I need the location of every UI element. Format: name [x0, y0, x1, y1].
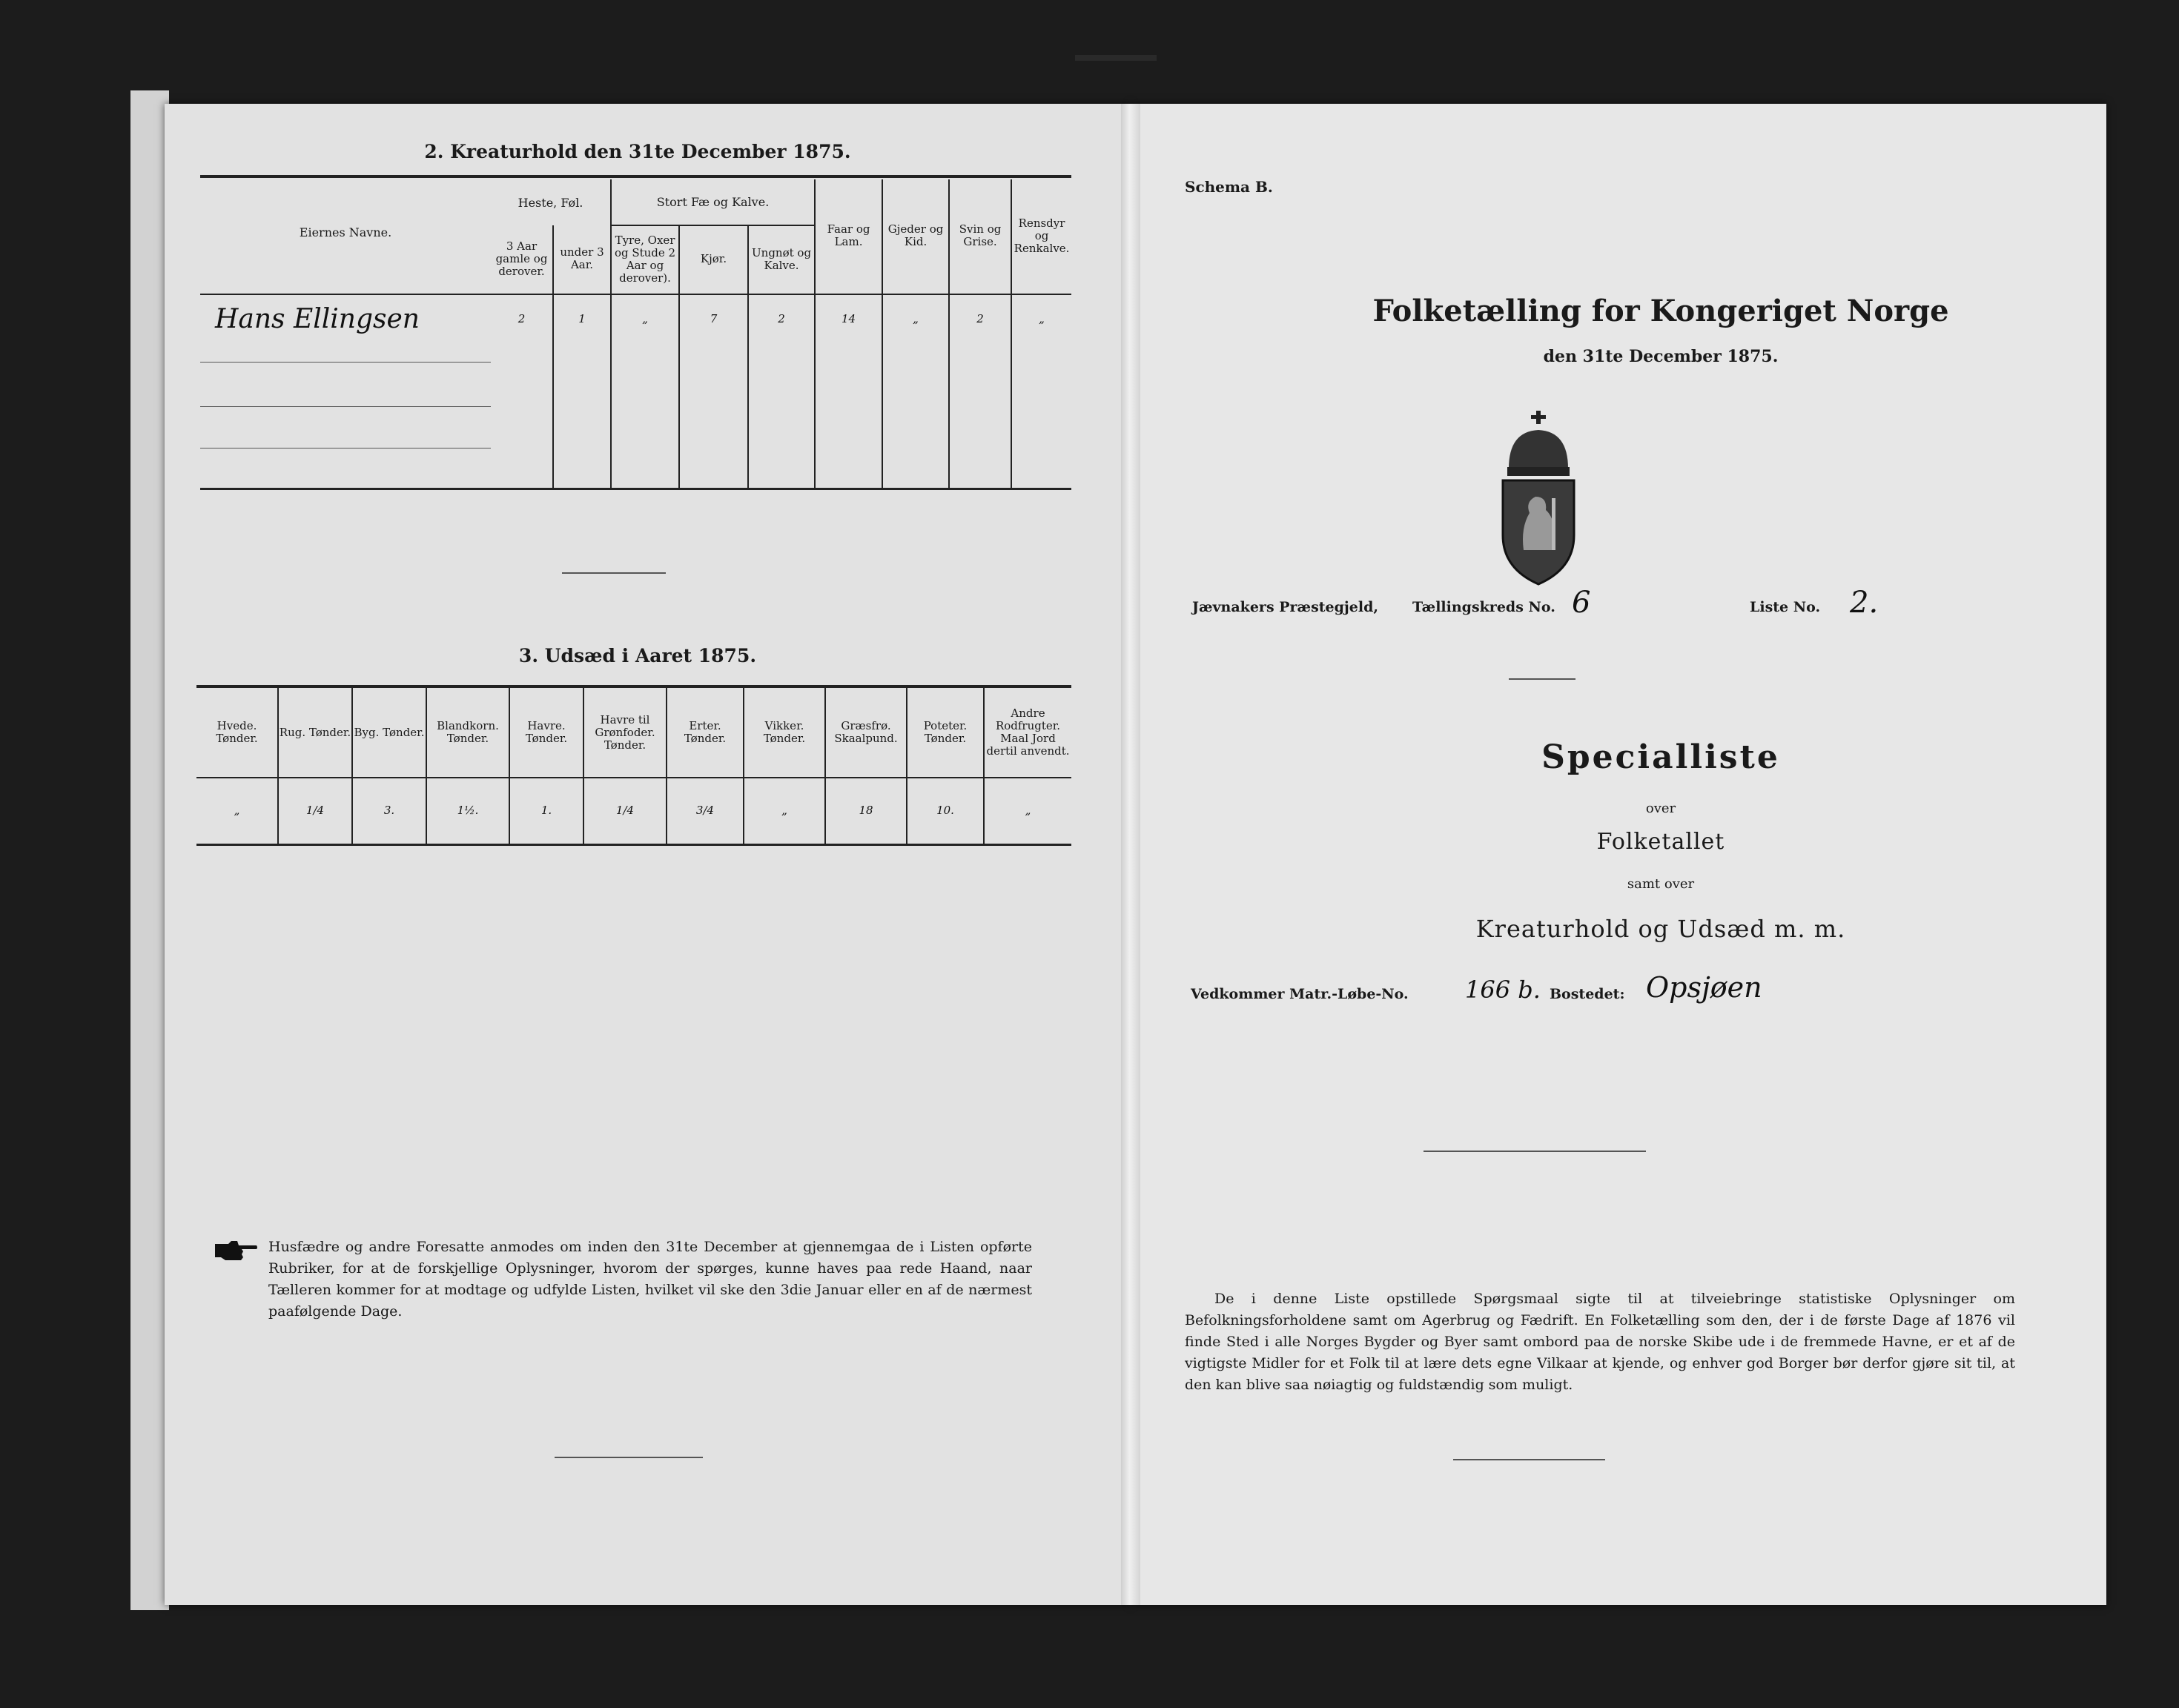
parish-label: Jævnakers Præstegjeld, — [1192, 599, 1379, 615]
pigs-value: 2 — [949, 292, 1011, 345]
list-number: 2. — [1850, 586, 1879, 620]
specialliste-heading: Specialliste — [1541, 738, 1780, 776]
col-erter-header: Erter. Tønder. — [667, 688, 744, 777]
col-gronfoder-header: Havre til Grønfoder. Tønder. — [583, 688, 667, 777]
section2-top-rule — [200, 175, 1071, 178]
schema-label: Schema B. — [1185, 178, 1273, 196]
separator-line — [1509, 678, 1575, 680]
bosted-value: Opsjøen — [1646, 971, 1762, 1004]
footer-statement: De i denne Liste opstillede Spørgsmaal sigte til at tilveiebringe statistiske Oplysninger om Befolkningsforholdene samt om Agerbrug og Fædrift. En Folketælling som den, der i de første Dage af 1876 vil finde Sted i alle Norges Bygder og Byer samt ombord paa de norske Skibe ude i de fremmede Havne, er et af de vigtigste Midler for et Folk til at lære dets egne Vilkaar at kjende, og enhver god Borger bør derfor gjøre sit til, at den kan blive saa nøiagtig og fuldstændig som muligt. — [1185, 1291, 2015, 1393]
horses-under-header: under 3 Aar. — [553, 225, 611, 292]
bosted-label: Bostedet: — [1550, 986, 1625, 1002]
matr-label: Vedkommer Matr.-Løbe-No. — [1191, 986, 1409, 1002]
col-hvede-header: Hvede. Tønder. — [216, 719, 258, 745]
rug-value: 1/4 — [278, 777, 352, 844]
table-row — [491, 292, 1071, 345]
district-label: Tællingskreds No. — [1412, 599, 1555, 615]
col-vikker-header: Vikker. Tønder. — [744, 688, 825, 777]
young-cattle-value: 2 — [748, 292, 815, 345]
rodfrugter-value: „ — [984, 777, 1071, 844]
col-rodfrugter-header: Andre Rodfrugter. Maal Jord dertil anvendt. — [984, 688, 1071, 777]
sheep-value: 14 — [815, 292, 882, 345]
reindeer-header: Rensdyr og Renkalve. — [1011, 179, 1071, 292]
samt-over-text: samt over — [1627, 876, 1695, 892]
horses-group-header: Heste, Føl. — [518, 195, 583, 210]
page-gutter — [1121, 104, 1140, 1605]
horses-3-value: 2 — [518, 311, 526, 325]
goats-value: „ — [882, 292, 949, 345]
page-edge-strip — [130, 90, 169, 1610]
sheep-header: Faar og Lam. — [815, 179, 882, 292]
coat-of-arms-icon — [1494, 409, 1583, 587]
separator-line — [562, 572, 666, 574]
census-title: Folketælling for Kongeriget Norge — [1372, 294, 1949, 328]
young-cattle-header: Ungnøt og Kalve. — [748, 225, 815, 292]
section3-title: 3. Udsæd i Aaret 1875. — [518, 645, 757, 666]
kreaturhold-heading: Kreaturhold og Udsæd m. m. — [1475, 915, 1846, 943]
col-poteter-header: Poteter. Tønder. — [907, 688, 984, 777]
pointing-hand-icon — [215, 1239, 258, 1262]
col-rug-header: Rug. Tønder. — [278, 688, 352, 777]
owner-name-header: Eiernes Navne. — [299, 225, 392, 239]
cattle-group-header: Stort Fæ og Kalve. — [611, 179, 815, 225]
vikker-value: „ — [744, 777, 825, 844]
col-graesfro-header: Græsfrø. Skaalpund. — [825, 688, 907, 777]
graesfro-value: 18 — [825, 777, 907, 844]
separator-line — [1453, 1459, 1605, 1460]
havre-value: 1. — [509, 777, 583, 844]
pigs-header: Svin og Grise. — [949, 179, 1011, 292]
separator-line — [1424, 1151, 1646, 1152]
section2-bottom-rule — [200, 488, 1071, 490]
matr-number: 166 b. — [1465, 976, 1541, 1004]
goats-header: Gjeder og Kid. — [882, 179, 949, 292]
owner-row-line — [200, 406, 491, 407]
owner-row-line — [200, 362, 491, 363]
section3-bottom-rule — [196, 844, 1071, 846]
horses-under-value: 1 — [553, 292, 611, 345]
byg-value: 3. — [352, 777, 426, 844]
gronfoder-value: 1/4 — [583, 777, 667, 844]
table-row — [196, 777, 1071, 844]
owner-name-value: Hans Ellingsen — [215, 304, 420, 334]
col-byg-header: Byg. Tønder. — [352, 688, 426, 777]
over-text: over — [1645, 801, 1676, 816]
separator-line — [555, 1457, 703, 1458]
horses-3-header: 3 Aar gamle og derover. — [495, 239, 548, 278]
instruction-note: Husfædre og andre Foresatte anmodes om inden den 31te December at gjennemgaa de i Listen opførte Rubriker, for at de forskjellige Oplysninger, hvorom der spørges, kunne haves paa rede Haand, naar Tælleren kommer for at modtage og udfylde Listen, hvilket vil ske den 3die Januar eller en af de nærmest paafølgende Dage. — [268, 1239, 1032, 1320]
reindeer-value: „ — [1011, 292, 1071, 345]
blandkorn-value: 1½. — [426, 777, 509, 844]
poteter-value: 10. — [907, 777, 984, 844]
list-label: Liste No. — [1750, 599, 1821, 615]
col-blandkorn-header: Blandkorn. Tønder. — [426, 688, 509, 777]
cows-header: Kjør. — [679, 225, 748, 292]
col-havre-header: Havre. Tønder. — [509, 688, 583, 777]
hvede-value: „ — [234, 803, 240, 817]
folketallet-heading: Folketallet — [1596, 829, 1725, 855]
livestock-table — [491, 179, 1071, 488]
binding-mark — [1075, 55, 1157, 61]
erter-value: 3/4 — [667, 777, 744, 844]
section2-title: 2. Kreaturhold den 31te December 1875. — [424, 141, 851, 162]
bulls-value: „ — [611, 292, 679, 345]
district-number: 6 — [1572, 586, 1591, 620]
census-subtitle: den 31te December 1875. — [1543, 347, 1779, 366]
sowing-table — [196, 688, 1071, 844]
bulls-header: Tyre, Oxer og Stude 2 Aar og derover). — [611, 225, 679, 292]
cows-value: 7 — [679, 292, 748, 345]
